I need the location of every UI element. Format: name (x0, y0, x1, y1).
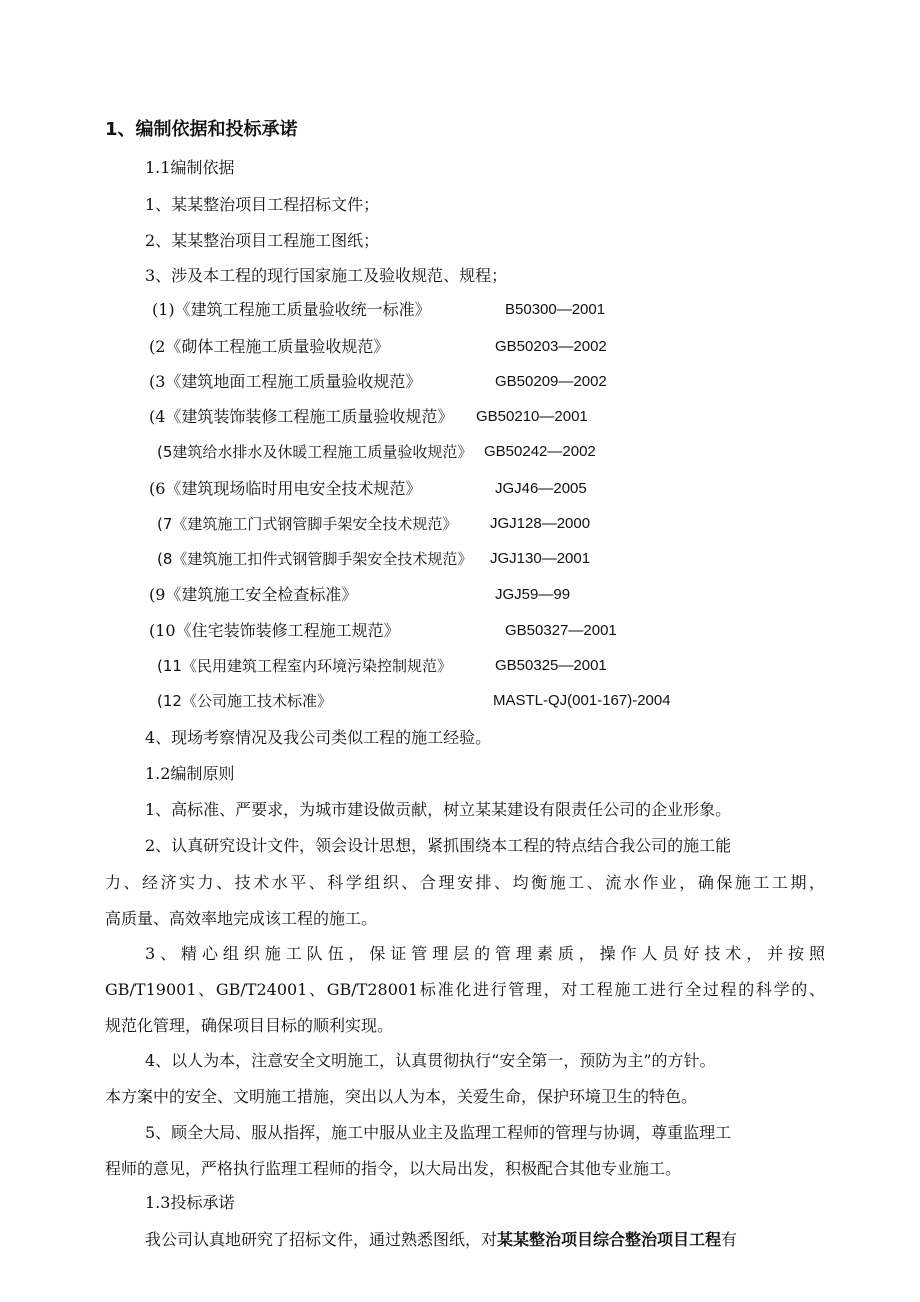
list-item: 3、涉及本工程的现行国家施工及验收规范、规程； (145, 266, 508, 285)
paragraph-line: GB/T19001、GB/T24001、GB/T28001标准化进行管理，对工程施工进行全过程的科学的、 (105, 980, 825, 999)
paragraph-line: 3、精心组织施工队伍，保证管理层的管理素质，操作人员好技术，并按照 (145, 944, 825, 963)
paragraph-line: 1、高标准、严要求，为城市建设做贡献，树立某某建设有限责任公司的企业形象。 (145, 800, 732, 819)
paragraph-line: 2、认真研究设计文件，领会设计思想，紧抓围绕本工程的特点结合我公司的施工能 (145, 836, 732, 855)
standard-name: (2《砌体工程施工质量验收规范》 (149, 337, 390, 356)
paragraph-line: 规范化管理，确保项目目标的顺利实现。 (105, 1016, 394, 1035)
standard-name: (7《建筑施工门式钢管脚手架安全技术规范》 (157, 515, 458, 533)
text-run: 有 (721, 1230, 738, 1249)
standard-code: JGJ128—2000 (490, 515, 591, 532)
paragraph-line: 5、顾全大局、服从指挥，施工中服从业主及监理工程师的管理与协调，尊重监理工 (145, 1123, 732, 1142)
standard-name: (3《建筑地面工程施工质量验收规范》 (149, 372, 422, 391)
standard-code: JGJ59—99 (495, 586, 571, 603)
section-heading: 1、编制依据和投标承诺 (105, 119, 298, 140)
list-item: 4、现场考察情况及我公司类似工程的施工经验。 (145, 728, 492, 747)
standard-code: JGJ130—2001 (490, 550, 591, 567)
paragraph-line: 本方案中的安全、文明施工措施，突出以人为本，关爱生命，保护环境卫生的特色。 (105, 1087, 698, 1106)
paragraph-line (145, 1229, 737, 1251)
standard-code: JGJ46—2005 (495, 480, 587, 497)
standard-code: MASTL-QJ(001-167)-2004 (493, 692, 671, 709)
subsection-title-1-2: 1.2编制原则 (145, 764, 235, 783)
standard-code: B50300—2001 (505, 301, 606, 318)
standard-name: (6《建筑现场临时用电安全技术规范》 (149, 479, 422, 498)
project-name-bold: 某某整治项目综合整治项目工程 (497, 1230, 722, 1249)
standard-code: GB50327—2001 (505, 622, 617, 639)
text-run: 我公司认真地研究了招标文件，通过熟悉图纸，对 (145, 1230, 498, 1249)
standard-name: (8《建筑施工扣件式钢管脚手架安全技术规范》 (157, 550, 473, 568)
standard-name: (4《建筑装饰装修工程施工质量验收规范》 (149, 407, 454, 426)
list-item: 2、某某整治项目工程施工图纸； (145, 231, 380, 250)
paragraph-line: 4、以人为本，注意安全文明施工，认真贯彻执行“安全第一，预防为主”的方针。 (145, 1051, 716, 1070)
standard-name: (10《住宅装饰装修工程施工规范》 (149, 621, 400, 640)
standard-name: (1)《建筑工程施工质量验收统一标准》 (152, 300, 431, 319)
standard-name: (9《建筑施工安全检查标准》 (149, 585, 358, 604)
standard-name: (5建筑给水排水及休暖工程施工质量验收规范》 (157, 443, 473, 461)
paragraph-line: 力、经济实力、技术水平、科学组织、合理安排、均衡施工、流水作业，确保施工工期， (105, 873, 825, 892)
subsection-title-1-3: 1.3投标承诺 (145, 1193, 235, 1212)
standard-name: (12《公司施工技术标准》 (157, 692, 332, 710)
standard-code: GB50210—2001 (476, 408, 588, 425)
standard-code: GB50209—2002 (495, 373, 607, 390)
paragraph-line: 高质量、高效率地完成该工程的施工。 (105, 909, 378, 928)
standard-code: GB50203—2002 (495, 338, 607, 355)
standard-name: (11《民用建筑工程室内环境污染控制规范》 (157, 657, 452, 675)
standard-code: GB50325—2001 (495, 657, 607, 674)
list-item: 1、某某整治项目工程招标文件； (145, 195, 380, 214)
subsection-title-1-1: 1.1编制依据 (145, 158, 235, 177)
paragraph-line: 程师的意见，严格执行监理工程师的指令，以大局出发，积极配合其他专业施工。 (105, 1159, 682, 1178)
standard-code: GB50242—2002 (484, 443, 596, 460)
